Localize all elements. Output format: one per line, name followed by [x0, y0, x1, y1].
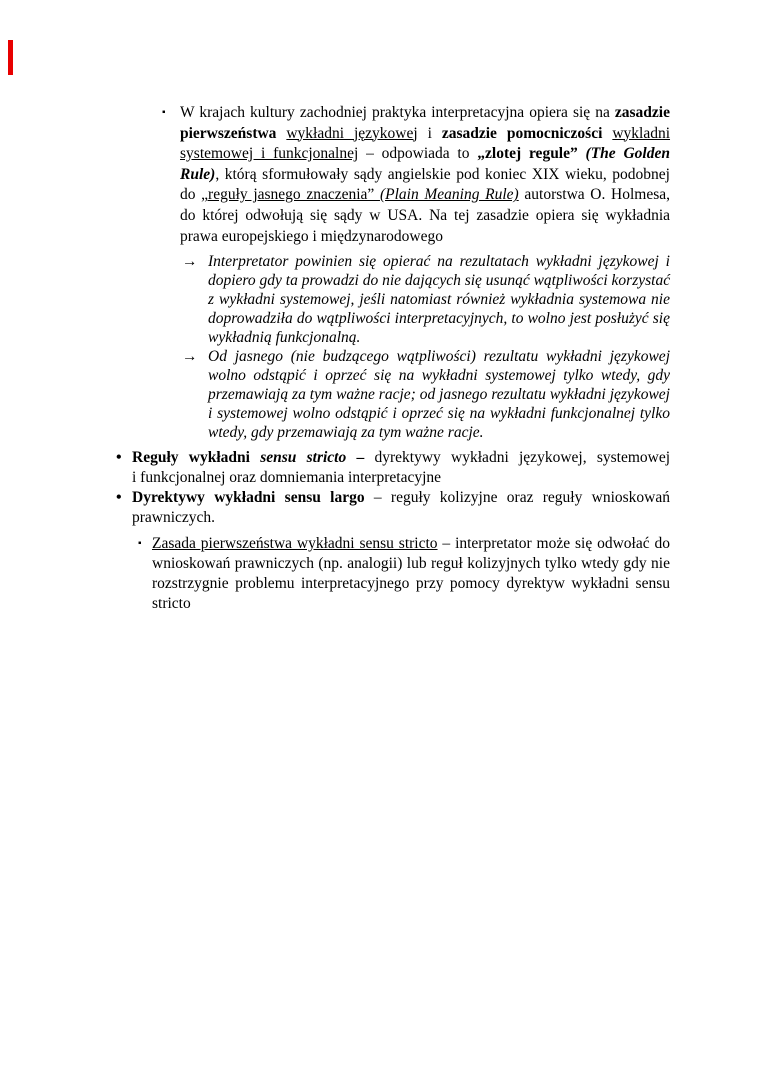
text-segment: Reguły wykładni	[132, 449, 261, 466]
text-line	[152, 534, 670, 554]
red-margin-mark	[8, 40, 13, 75]
text-segment: systemowej i funkcjonalnej	[180, 145, 359, 163]
text-segment: wolno odstąpić i oprzeć się na wykładni systemowej tylko wtedy, gdy	[208, 367, 670, 384]
text-segment: sensu stricto	[260, 449, 347, 466]
text-segment: prawniczych.	[132, 509, 216, 526]
text-segment: wykładnią funkcjonalną.	[208, 329, 361, 346]
text-segment: –	[346, 449, 375, 466]
text-segment: rozstrzygnie problemu interpretacyjnego przy pomocy dyrektyw wykładni sensu	[152, 575, 670, 592]
text-segment: i	[417, 124, 442, 142]
text-line	[152, 554, 670, 574]
text-segment: stricto	[152, 595, 191, 612]
text-line	[208, 347, 670, 366]
text-segment: Dyrektywy wykładni sensu largo	[132, 489, 365, 506]
text-line	[152, 594, 670, 614]
text-line	[208, 404, 670, 423]
text-line	[180, 165, 670, 186]
intro-bullet-item	[162, 103, 671, 247]
text-line	[208, 366, 670, 385]
arrow-list-item-2	[182, 347, 670, 442]
text-segment: Od jasnego (nie budzącego wątpliwości) rezultatu wykładni językowej	[208, 348, 670, 365]
text-segment: do której odwołują się sądy w USA. Na tej zasadzie opiera się wykładnia	[180, 206, 670, 224]
text-segment: wykladni	[612, 124, 671, 142]
text-line	[152, 574, 670, 594]
round-bullet-item-2	[116, 488, 670, 528]
text-segment: i funkcjonalnej oraz domniemania interpretacyjne	[132, 469, 442, 486]
text-segment: (The Golden	[585, 145, 670, 163]
arrow-list-item-1	[182, 252, 671, 347]
text-line	[180, 206, 670, 227]
closing-bullet-item	[138, 534, 670, 614]
text-segment: – odpowiada to	[358, 145, 478, 163]
text-segment: z wykładni systemowej, jeśli natomiast również wykładnia systemowa nie	[208, 291, 670, 308]
text-segment	[602, 125, 612, 142]
text-segment: wnioskowań prawniczych (np. analogii) lub reguł kolizyjnych tylko wtedy gdy nie	[152, 555, 670, 572]
text-line	[208, 252, 670, 271]
arrow-icon: →	[182, 253, 198, 270]
text-segment: doprowadziła do wątpliwości interpretacyjnych, to wolno jest posłużyć się	[208, 310, 670, 327]
text-segment: (Plain Meaning Rule)	[379, 186, 519, 204]
text-line	[208, 385, 670, 404]
text-line	[208, 290, 670, 309]
text-line	[132, 488, 670, 508]
text-segment: przemawiają za tym ważne racje; od jasnego rezultatu wykładni językowej	[208, 386, 670, 403]
text-segment: W krajach kultury zachodniej praktyka interpretacyjna opiera się na	[180, 104, 615, 121]
text-segment: Rule)	[180, 165, 216, 183]
text-line	[132, 508, 670, 528]
text-line	[208, 328, 670, 347]
text-segment: prawa europejskiego i międzynarodowego	[180, 227, 443, 245]
text-segment: „zlotej regule”	[477, 145, 578, 163]
text-line	[180, 185, 670, 206]
text-line	[132, 468, 670, 488]
text-segment: wtedy, gdy przemawiają za tym ważne racje.	[208, 424, 484, 441]
square-bullet-icon: ▪	[138, 538, 142, 549]
text-segment	[578, 145, 586, 162]
text-line	[208, 271, 670, 290]
text-line	[180, 103, 670, 124]
text-line	[132, 448, 670, 468]
text-segment: Zasada pierwszeństwa wykładni sensu stricto	[152, 535, 438, 552]
text-segment: zasadzie pomocniczości	[441, 124, 603, 142]
text-segment: autorstwa O. Holmesa,	[518, 186, 671, 204]
text-segment: i systemowej wolno odstąpić i oprzeć się na wykładni funkcjonalnej tylko	[208, 405, 670, 422]
text-segment: – interpretator może się odwołać do	[437, 535, 670, 552]
text-line	[180, 227, 670, 248]
text-segment: „reguły jasnego znaczenia”	[201, 186, 380, 204]
text-line	[180, 144, 670, 165]
text-line	[208, 309, 670, 328]
text-segment: dopiero gdy ta prowadzi do nie dających się usunąć wątpliwości korzystać	[208, 272, 671, 289]
text-segment: dyrektywy wykładni językowej, systemowej	[374, 449, 671, 466]
text-segment: pierwszeństwa	[180, 124, 277, 142]
text-segment: Interpretator powinien się opierać na rezultatach wykładni językowej i	[208, 253, 670, 270]
round-bullet-icon: •	[116, 449, 122, 466]
text-line	[180, 124, 670, 145]
text-segment: zasadzie	[614, 104, 670, 121]
text-segment: – reguły kolizyjne oraz reguły wnioskowań	[364, 489, 670, 506]
square-bullet-icon: ▪	[162, 107, 166, 118]
round-bullet-icon: •	[116, 489, 122, 506]
text-segment	[276, 125, 286, 142]
arrow-icon: →	[182, 348, 198, 365]
round-bullet-item-1	[116, 448, 671, 488]
text-line	[208, 423, 670, 442]
text-segment: wykładni językowej	[286, 124, 418, 142]
text-segment: do	[180, 186, 202, 204]
text-segment: , którą sformułowały sądy angielskie pod koniec XIX wieku, podobnej	[215, 165, 670, 183]
